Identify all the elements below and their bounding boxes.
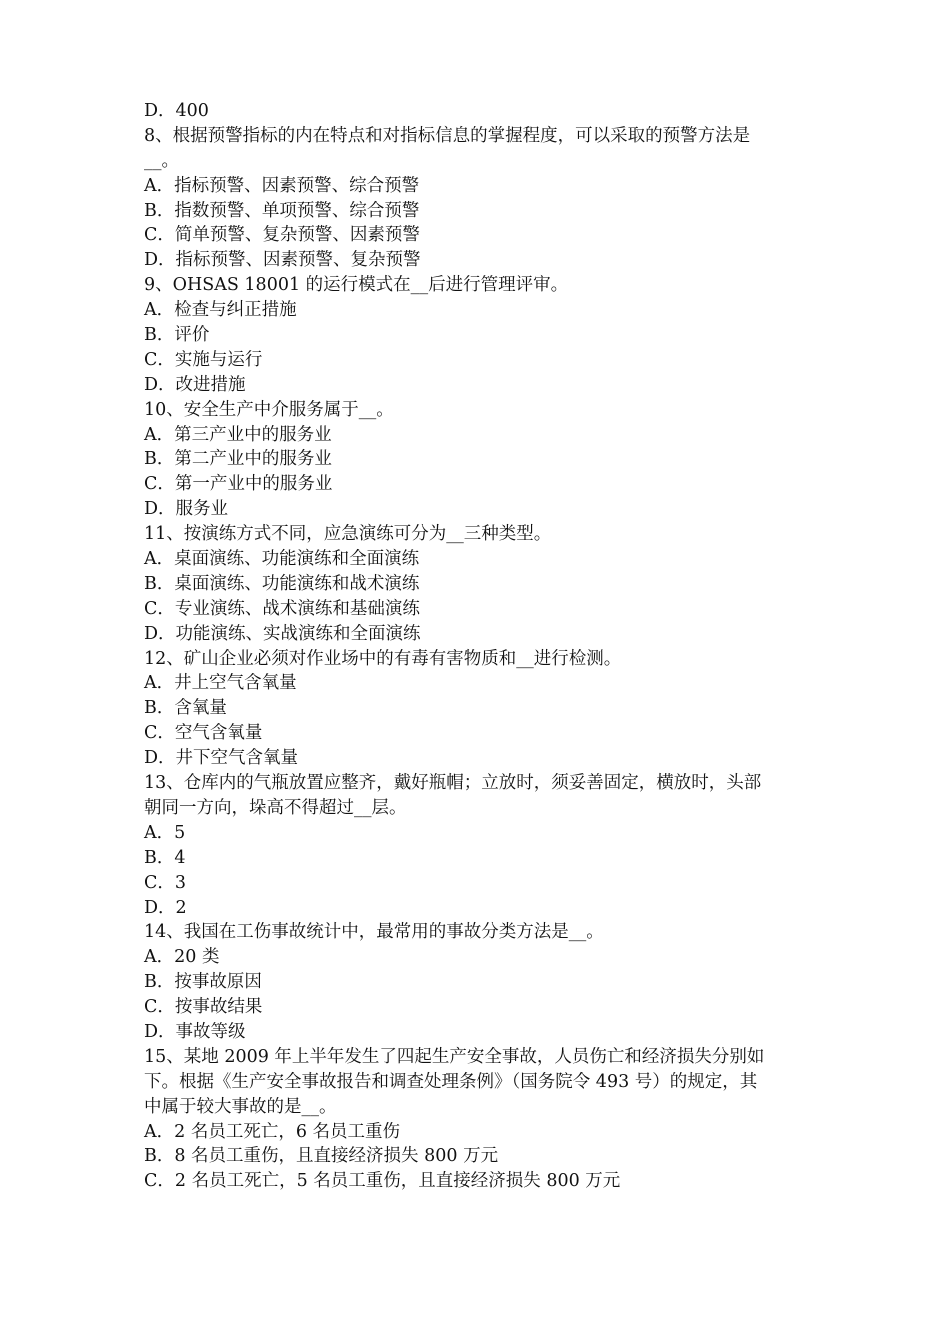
answer-option: A．5: [144, 822, 186, 843]
answer-option: D．井下空气含氧量: [144, 748, 299, 769]
answer-option: C．简单预警、复杂预警、因素预警: [144, 225, 420, 246]
answer-option: B．评价: [144, 325, 210, 346]
answer-option: B．8 名员工重伤，且直接经济损失 800 万元: [144, 1146, 499, 1167]
question-stem: 9、OHSAS 18001 的运行模式在__后进行管理评审。: [144, 275, 569, 296]
question-stem: 11、按演练方式不同，应急演练可分为__三种类型。: [144, 524, 552, 545]
text-line: __。: [144, 150, 179, 171]
answer-option: C．空气含氧量: [144, 723, 263, 744]
answer-option: B．按事故原因: [144, 972, 262, 993]
answer-option: A．2 名员工死亡，6 名员工重伤: [144, 1121, 401, 1142]
answer-option: D．400: [144, 101, 209, 121]
answer-option: C．3: [144, 872, 187, 893]
answer-option: D．事故等级: [144, 1021, 246, 1042]
answer-option: A．第三产业中的服务业: [144, 424, 332, 445]
answer-option: D．功能演练、实战演练和全面演练: [144, 623, 421, 644]
answer-option: A．指标预警、因素预警、综合预警: [144, 175, 420, 196]
question-stem: 14、我国在工伤事故统计中，最常用的事故分类方法是__。: [144, 922, 604, 943]
answer-option: A．井上空气含氧量: [144, 673, 297, 694]
answer-option: B．第二产业中的服务业: [144, 449, 332, 470]
answer-option: A．检查与纠正措施: [144, 300, 297, 321]
question-stem: 13、仓库内的气瓶放置应整齐，戴好瓶帽；立放时，须妥善固定，横放时，头部: [144, 773, 762, 794]
question-stem: 12、矿山企业必须对作业场中的有毒有害物质和__进行检测。: [144, 648, 622, 669]
answer-option: A．20 类: [144, 947, 220, 968]
question-stem: 10、安全生产中介服务属于__。: [144, 399, 394, 420]
answer-option: B．指数预警、单项预警、综合预警: [144, 200, 420, 221]
text-line: 朝同一方向，垛高不得超过__层。: [144, 797, 407, 818]
answer-option: C．2 名员工死亡，5 名员工重伤，且直接经济损失 800 万元: [144, 1171, 621, 1192]
answer-option: B．4: [144, 847, 186, 868]
answer-option: D．2: [144, 897, 187, 918]
answer-option: C．实施与运行: [144, 349, 263, 370]
answer-option: B．含氧量: [144, 698, 227, 719]
answer-option: C．按事故结果: [144, 997, 263, 1018]
answer-option: D．服务业: [144, 499, 229, 520]
answer-option: C．专业演练、战术演练和基础演练: [144, 598, 420, 619]
question-stem: 15、某地 2009 年上半年发生了四起生产安全事故，人员伤亡和经济损失分别如: [144, 1046, 765, 1067]
text-line: 中属于较大事故的是__。: [144, 1096, 337, 1117]
question-stem: 8、根据预警指标的内在特点和对指标信息的掌握程度，可以采取的预警方法是: [144, 125, 751, 146]
text-line: 下。根据《生产安全事故报告和调查处理条例》（国务院令 493 号）的规定，其: [144, 1071, 758, 1092]
answer-option: D．改进措施: [144, 374, 246, 395]
answer-option: C．第一产业中的服务业: [144, 474, 333, 495]
answer-option: B．桌面演练、功能演练和战术演练: [144, 573, 420, 594]
document-body: [144, 99, 824, 1194]
answer-option: A．桌面演练、功能演练和全面演练: [144, 549, 420, 570]
answer-option: D．指标预警、因素预警、复杂预警: [144, 250, 421, 271]
